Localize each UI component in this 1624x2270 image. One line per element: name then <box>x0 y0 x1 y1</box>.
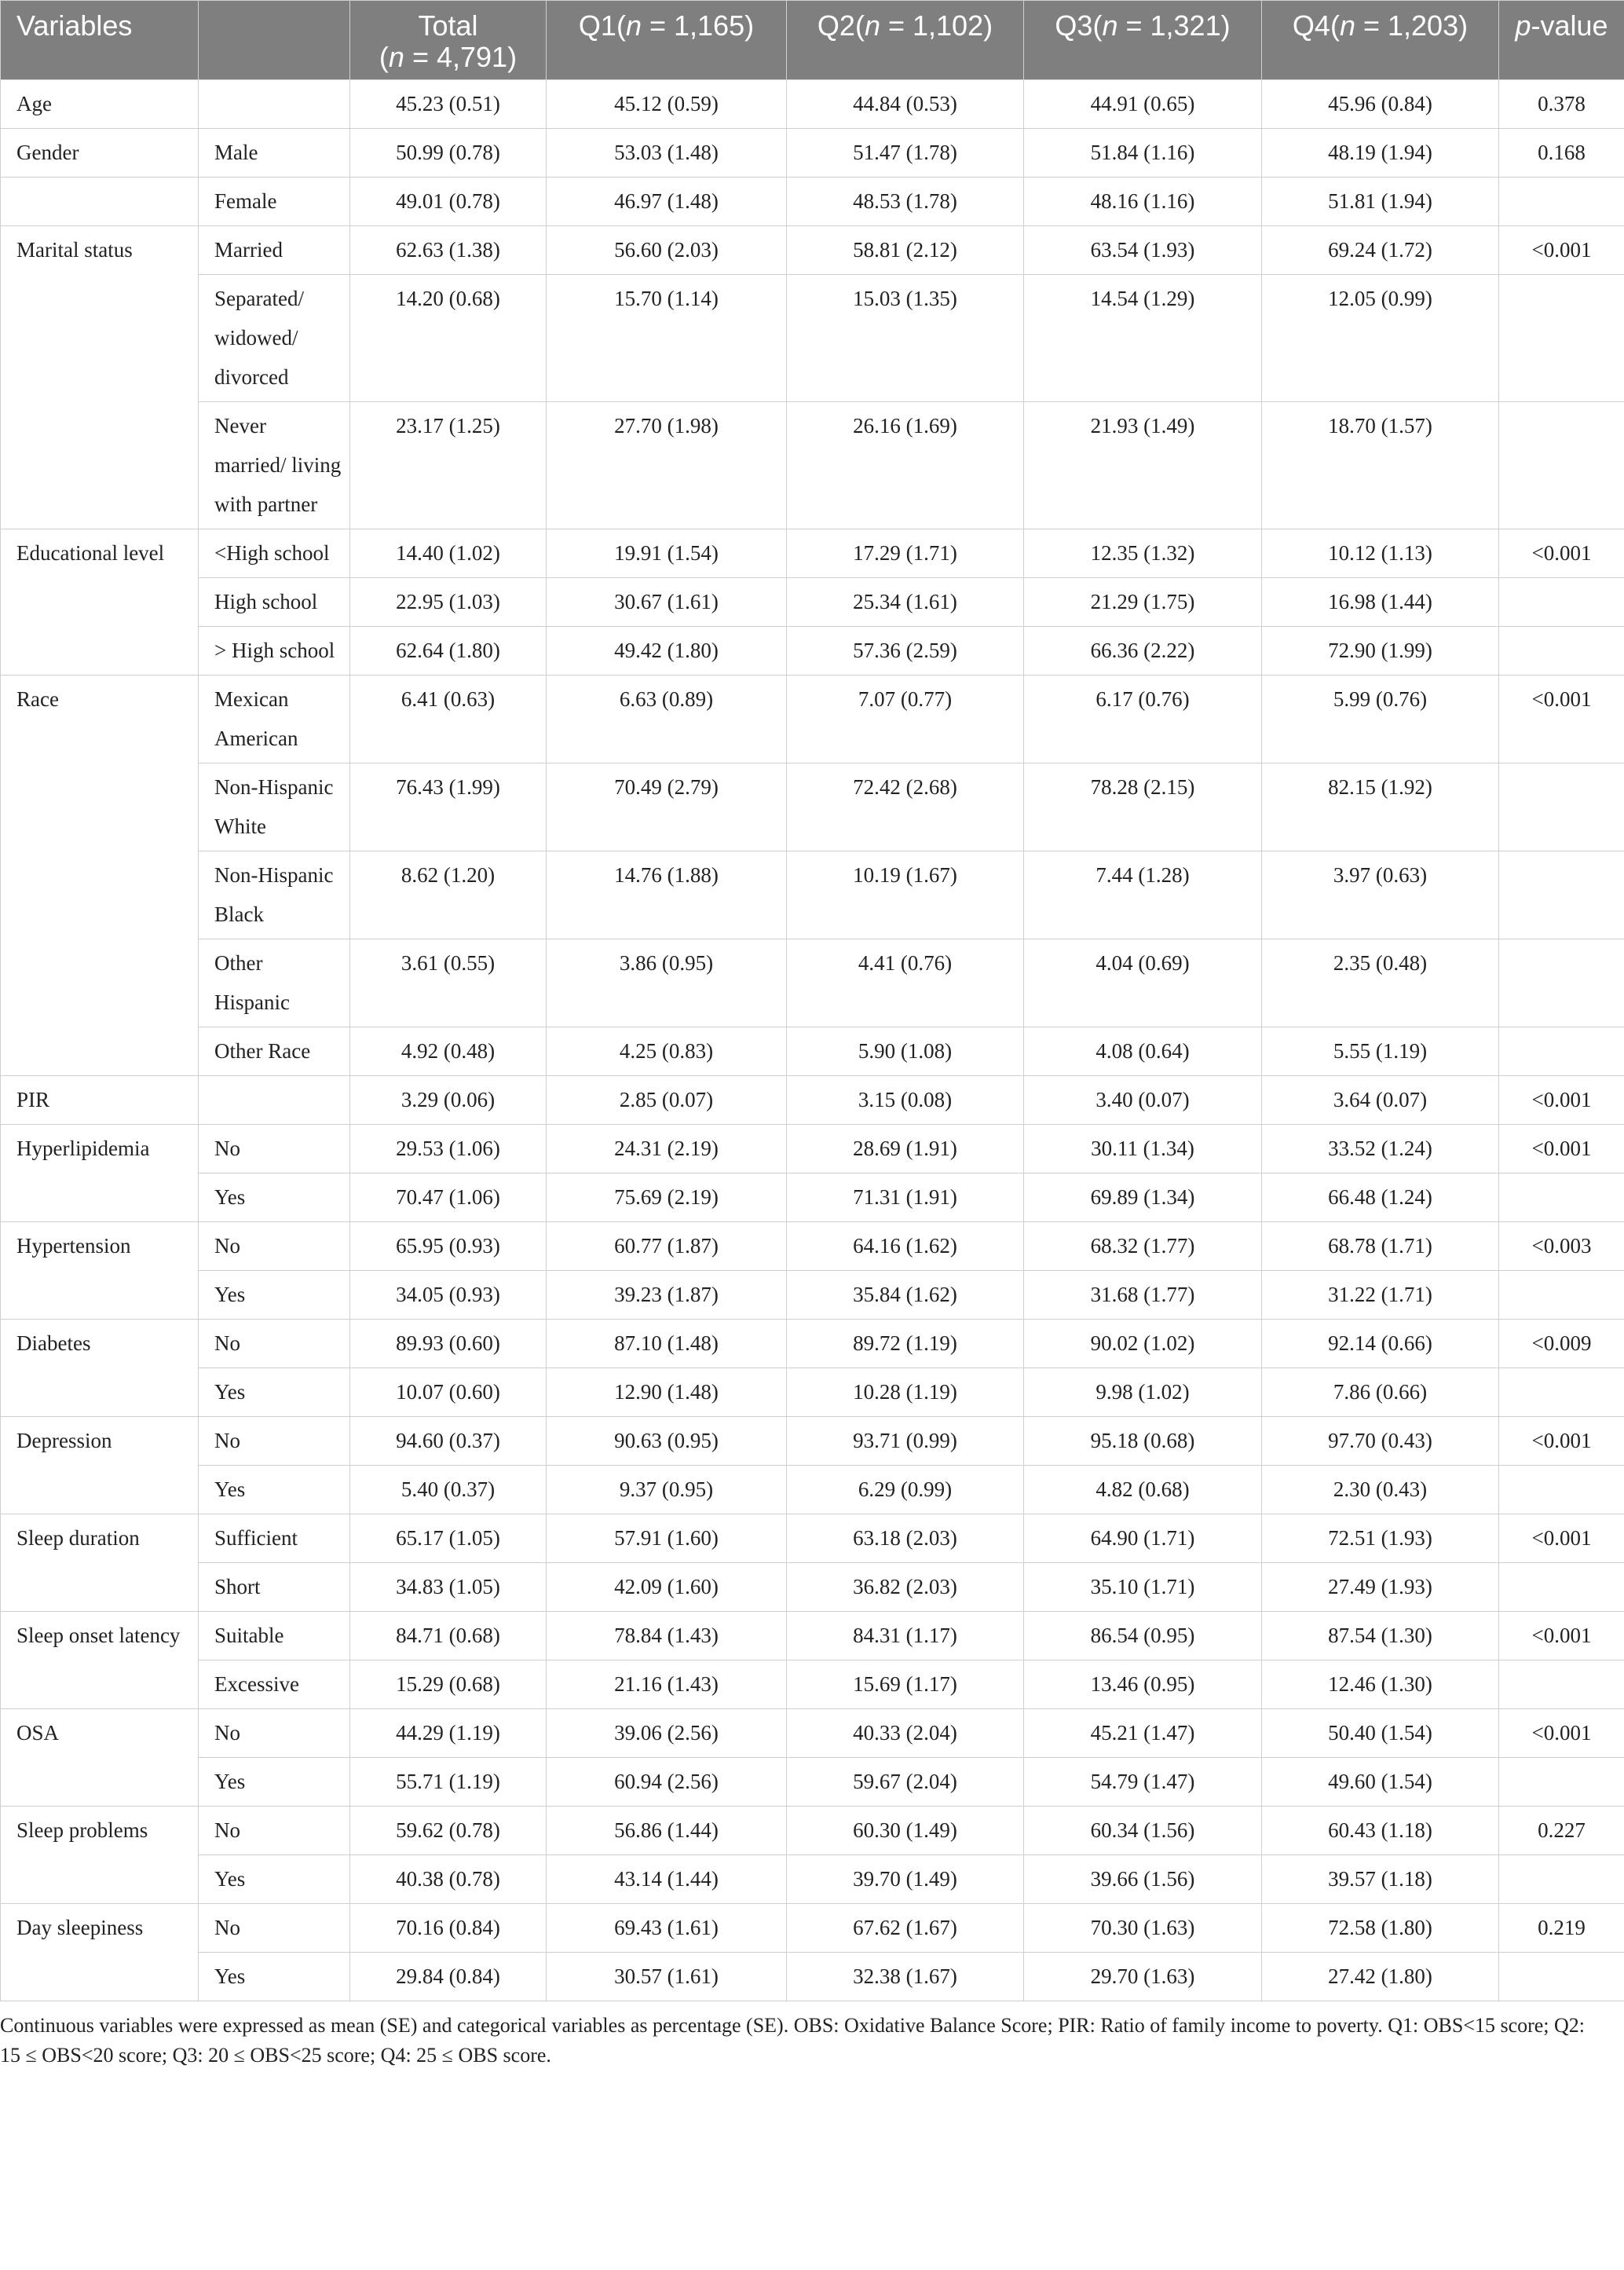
cell-q3: 69.89 (1.34) <box>1024 1173 1262 1222</box>
row-variable: Sleep onset latency <box>1 1612 199 1709</box>
cell-total: 6.41 (0.63) <box>350 676 547 763</box>
cell-q2: 93.71 (0.99) <box>787 1417 1024 1466</box>
cell-q4: 68.78 (1.71) <box>1262 1222 1499 1271</box>
cell-q2: 10.19 (1.67) <box>787 851 1024 939</box>
cell-q1: 24.31 (2.19) <box>547 1125 787 1173</box>
cell-q3: 78.28 (2.15) <box>1024 763 1262 851</box>
cell-q2: 39.70 (1.49) <box>787 1855 1024 1904</box>
cell-total: 29.84 (0.84) <box>350 1953 547 2001</box>
table-row <box>1 763 1624 851</box>
cell-q3: 86.54 (0.95) <box>1024 1612 1262 1660</box>
cell-total: 10.07 (0.60) <box>350 1368 547 1417</box>
row-subgroup: Yes <box>199 1466 350 1514</box>
cell-q4: 49.60 (1.54) <box>1262 1758 1499 1807</box>
row-subgroup: Never married/ living with partner <box>199 402 350 529</box>
cell-total: 3.61 (0.55) <box>350 939 547 1027</box>
cell-q4: 82.15 (1.92) <box>1262 763 1499 851</box>
cell-q4: 2.35 (0.48) <box>1262 939 1499 1027</box>
cell-q3: 6.17 (0.76) <box>1024 676 1262 763</box>
cell-total: 59.62 (0.78) <box>350 1807 547 1855</box>
cell-q2: 32.38 (1.67) <box>787 1953 1024 2001</box>
cell-total: 62.63 (1.38) <box>350 226 547 275</box>
row-variable: Sleep problems <box>1 1807 199 1904</box>
cell-q1: 30.57 (1.61) <box>547 1953 787 2001</box>
cell-pvalue: <0.001 <box>1499 1125 1624 1173</box>
cell-q4: 72.51 (1.93) <box>1262 1514 1499 1563</box>
cell-total: 8.62 (1.20) <box>350 851 547 939</box>
row-subgroup: Yes <box>199 1758 350 1807</box>
cell-q1: 90.63 (0.95) <box>547 1417 787 1466</box>
table-row <box>1 627 1624 676</box>
cell-pvalue: 0.227 <box>1499 1807 1624 1855</box>
cell-q1: 56.60 (2.03) <box>547 226 787 275</box>
cell-q2: 7.07 (0.77) <box>787 676 1024 763</box>
cell-q1: 39.06 (2.56) <box>547 1709 787 1758</box>
row-subgroup: Yes <box>199 1271 350 1320</box>
row-subgroup: Yes <box>199 1855 350 1904</box>
table-row <box>1 129 1624 178</box>
cell-q3: 3.40 (0.07) <box>1024 1076 1262 1125</box>
cell-q4: 12.05 (0.99) <box>1262 275 1499 402</box>
cell-q2: 25.34 (1.61) <box>787 578 1024 627</box>
table-row <box>1 1173 1624 1222</box>
cell-q4: 3.97 (0.63) <box>1262 851 1499 939</box>
table-row <box>1 1514 1624 1563</box>
cell-q3: 4.82 (0.68) <box>1024 1466 1262 1514</box>
row-subgroup: No <box>199 1904 350 1953</box>
cell-q1: 75.69 (2.19) <box>547 1173 787 1222</box>
row-subgroup: Suitable <box>199 1612 350 1660</box>
cell-total: 34.05 (0.93) <box>350 1271 547 1320</box>
cell-q2: 15.69 (1.17) <box>787 1660 1024 1709</box>
table-row <box>1 402 1624 529</box>
cell-pvalue: <0.001 <box>1499 529 1624 578</box>
table-row <box>1 851 1624 939</box>
row-variable: Marital status <box>1 226 199 529</box>
cell-q4: 16.98 (1.44) <box>1262 578 1499 627</box>
cell-pvalue <box>1499 939 1624 1027</box>
cell-total: 55.71 (1.19) <box>350 1758 547 1807</box>
cell-q3: 21.29 (1.75) <box>1024 578 1262 627</box>
table-row <box>1 1904 1624 1953</box>
cell-total: 40.38 (0.78) <box>350 1855 547 1904</box>
cell-q3: 44.91 (0.65) <box>1024 80 1262 129</box>
cell-q3: 4.08 (0.64) <box>1024 1027 1262 1076</box>
cell-q2: 36.82 (2.03) <box>787 1563 1024 1612</box>
row-variable: Hyperlipidemia <box>1 1125 199 1222</box>
row-subgroup: Yes <box>199 1173 350 1222</box>
cell-total: 76.43 (1.99) <box>350 763 547 851</box>
cell-q1: 60.77 (1.87) <box>547 1222 787 1271</box>
row-subgroup: No <box>199 1222 350 1271</box>
header-total <box>350 1 547 80</box>
cell-q1: 2.85 (0.07) <box>547 1076 787 1125</box>
cell-total: 45.23 (0.51) <box>350 80 547 129</box>
row-variable: PIR <box>1 1076 199 1125</box>
cell-q1: 78.84 (1.43) <box>547 1612 787 1660</box>
row-variable: Educational level <box>1 529 199 676</box>
cell-q4: 10.12 (1.13) <box>1262 529 1499 578</box>
cell-total: 70.47 (1.06) <box>350 1173 547 1222</box>
cell-pvalue <box>1499 1855 1624 1904</box>
cell-q1: 3.86 (0.95) <box>547 939 787 1027</box>
cell-pvalue <box>1499 627 1624 676</box>
cell-q3: 7.44 (1.28) <box>1024 851 1262 939</box>
cell-q1: 49.42 (1.80) <box>547 627 787 676</box>
cell-q1: 87.10 (1.48) <box>547 1320 787 1368</box>
cell-q1: 39.23 (1.87) <box>547 1271 787 1320</box>
table-row <box>1 1222 1624 1271</box>
header-q2: Q2(n = 1,102) <box>787 1 1024 80</box>
cell-pvalue <box>1499 1660 1624 1709</box>
row-variable: Race <box>1 676 199 1076</box>
cell-q2: 48.53 (1.78) <box>787 178 1024 226</box>
cell-q1: 69.43 (1.61) <box>547 1904 787 1953</box>
cell-q4: 27.42 (1.80) <box>1262 1953 1499 2001</box>
cell-total: 70.16 (0.84) <box>350 1904 547 1953</box>
header-q1: Q1(n = 1,165) <box>547 1 787 80</box>
row-subgroup: Non-Hispanic Black <box>199 851 350 939</box>
cell-q4: 5.99 (0.76) <box>1262 676 1499 763</box>
cell-pvalue <box>1499 763 1624 851</box>
cell-q3: 45.21 (1.47) <box>1024 1709 1262 1758</box>
row-variable: Hypertension <box>1 1222 199 1320</box>
cell-total: 49.01 (0.78) <box>350 178 547 226</box>
header-subgroup <box>199 1 350 80</box>
cell-pvalue: <0.001 <box>1499 1417 1624 1466</box>
cell-q4: 66.48 (1.24) <box>1262 1173 1499 1222</box>
cell-q1: 42.09 (1.60) <box>547 1563 787 1612</box>
cell-q4: 48.19 (1.94) <box>1262 129 1499 178</box>
cell-q2: 89.72 (1.19) <box>787 1320 1024 1368</box>
cell-pvalue: 0.168 <box>1499 129 1624 178</box>
table-row <box>1 1271 1624 1320</box>
cell-total: 14.20 (0.68) <box>350 275 547 402</box>
cell-q3: 51.84 (1.16) <box>1024 129 1262 178</box>
cell-pvalue <box>1499 178 1624 226</box>
cell-pvalue: <0.001 <box>1499 1612 1624 1660</box>
cell-pvalue <box>1499 1758 1624 1807</box>
table-row <box>1 529 1624 578</box>
table-row <box>1 1563 1624 1612</box>
row-subgroup: No <box>199 1320 350 1368</box>
cell-q1: 9.37 (0.95) <box>547 1466 787 1514</box>
cell-q4: 60.43 (1.18) <box>1262 1807 1499 1855</box>
cell-q4: 33.52 (1.24) <box>1262 1125 1499 1173</box>
cell-q1: 60.94 (2.56) <box>547 1758 787 1807</box>
cell-q3: 35.10 (1.71) <box>1024 1563 1262 1612</box>
table-row <box>1 1758 1624 1807</box>
cell-q4: 2.30 (0.43) <box>1262 1466 1499 1514</box>
row-subgroup: No <box>199 1125 350 1173</box>
cell-q3: 4.04 (0.69) <box>1024 939 1262 1027</box>
cell-q4: 31.22 (1.71) <box>1262 1271 1499 1320</box>
cell-q2: 26.16 (1.69) <box>787 402 1024 529</box>
cell-total: 94.60 (0.37) <box>350 1417 547 1466</box>
cell-total: 3.29 (0.06) <box>350 1076 547 1125</box>
cell-pvalue: <0.001 <box>1499 226 1624 275</box>
cell-total: 44.29 (1.19) <box>350 1709 547 1758</box>
cell-q1: 43.14 (1.44) <box>547 1855 787 1904</box>
row-subgroup: Excessive <box>199 1660 350 1709</box>
cell-q1: 45.12 (0.59) <box>547 80 787 129</box>
cell-q1: 70.49 (2.79) <box>547 763 787 851</box>
cell-q3: 12.35 (1.32) <box>1024 529 1262 578</box>
table-row <box>1 1368 1624 1417</box>
table-row <box>1 1660 1624 1709</box>
cell-q4: 87.54 (1.30) <box>1262 1612 1499 1660</box>
table-row <box>1 1953 1624 2001</box>
cell-pvalue: <0.009 <box>1499 1320 1624 1368</box>
cell-q2: 60.30 (1.49) <box>787 1807 1024 1855</box>
cell-q3: 68.32 (1.77) <box>1024 1222 1262 1271</box>
cell-q2: 10.28 (1.19) <box>787 1368 1024 1417</box>
cell-q3: 21.93 (1.49) <box>1024 402 1262 529</box>
cell-q1: 12.90 (1.48) <box>547 1368 787 1417</box>
row-subgroup: No <box>199 1807 350 1855</box>
row-subgroup: > High school <box>199 627 350 676</box>
header-total-label: Total <box>418 9 478 42</box>
cell-q2: 15.03 (1.35) <box>787 275 1024 402</box>
row-variable: Age <box>1 80 199 129</box>
table-row <box>1 1709 1624 1758</box>
cell-pvalue: 0.219 <box>1499 1904 1624 1953</box>
cell-q2: 64.16 (1.62) <box>787 1222 1024 1271</box>
row-subgroup: Other Hispanic <box>199 939 350 1027</box>
cell-pvalue <box>1499 578 1624 627</box>
row-subgroup: Mexican American <box>199 676 350 763</box>
cell-pvalue <box>1499 402 1624 529</box>
cell-q3: 39.66 (1.56) <box>1024 1855 1262 1904</box>
cell-total: 62.64 (1.80) <box>350 627 547 676</box>
cell-q4: 51.81 (1.94) <box>1262 178 1499 226</box>
cell-q3: 90.02 (1.02) <box>1024 1320 1262 1368</box>
row-subgroup: Male <box>199 129 350 178</box>
table-row <box>1 939 1624 1027</box>
cell-q2: 4.41 (0.76) <box>787 939 1024 1027</box>
cell-q2: 59.67 (2.04) <box>787 1758 1024 1807</box>
cell-q3: 14.54 (1.29) <box>1024 275 1262 402</box>
cell-pvalue: <0.003 <box>1499 1222 1624 1271</box>
table-row <box>1 578 1624 627</box>
cell-q4: 69.24 (1.72) <box>1262 226 1499 275</box>
cell-q3: 66.36 (2.22) <box>1024 627 1262 676</box>
cell-pvalue <box>1499 851 1624 939</box>
cell-q2: 51.47 (1.78) <box>787 129 1024 178</box>
cell-pvalue: 0.378 <box>1499 80 1624 129</box>
cell-q1: 27.70 (1.98) <box>547 402 787 529</box>
cell-q4: 72.90 (1.99) <box>1262 627 1499 676</box>
row-variable: Gender <box>1 129 199 178</box>
table-footnote: Continuous variables were expressed as mean (SE) and categorical variables as percentage (SE). OBS: Oxidative Balance Score; PIR: Ratio of family income to poverty. Q1: OBS<15 score; Q2: 15 ≤ OBS<20 score; Q3: 20 ≤ OBS<25 score; Q4: 25 ≤ OBS score. <box>0 2014 1586 2067</box>
row-subgroup: <High school <box>199 529 350 578</box>
cell-q2: 35.84 (1.62) <box>787 1271 1024 1320</box>
cell-q3: 48.16 (1.16) <box>1024 178 1262 226</box>
cell-q4: 97.70 (0.43) <box>1262 1417 1499 1466</box>
row-subgroup: Sufficient <box>199 1514 350 1563</box>
cell-total: 65.17 (1.05) <box>350 1514 547 1563</box>
cell-q1: 4.25 (0.83) <box>547 1027 787 1076</box>
cell-q3: 63.54 (1.93) <box>1024 226 1262 275</box>
cell-total: 50.99 (0.78) <box>350 129 547 178</box>
row-subgroup: High school <box>199 578 350 627</box>
cell-total: 84.71 (0.68) <box>350 1612 547 1660</box>
table-row <box>1 1807 1624 1855</box>
cell-q1: 6.63 (0.89) <box>547 676 787 763</box>
cell-q1: 56.86 (1.44) <box>547 1807 787 1855</box>
cell-q4: 3.64 (0.07) <box>1262 1076 1499 1125</box>
cell-pvalue <box>1499 1466 1624 1514</box>
header-q4: Q4(n = 1,203) <box>1262 1 1499 80</box>
table-row <box>1 1855 1624 1904</box>
table-row <box>1 1027 1624 1076</box>
cell-q3: 31.68 (1.77) <box>1024 1271 1262 1320</box>
cell-total: 23.17 (1.25) <box>350 402 547 529</box>
row-subgroup <box>199 1076 350 1125</box>
header-variables: Variables <box>1 1 199 80</box>
cell-q2: 44.84 (0.53) <box>787 80 1024 129</box>
row-variable: Day sleepiness <box>1 1904 199 2001</box>
cell-total: 4.92 (0.48) <box>350 1027 547 1076</box>
cell-q4: 12.46 (1.30) <box>1262 1660 1499 1709</box>
table-row <box>1 1125 1624 1173</box>
cell-q2: 28.69 (1.91) <box>787 1125 1024 1173</box>
cell-q1: 46.97 (1.48) <box>547 178 787 226</box>
cell-q3: 30.11 (1.34) <box>1024 1125 1262 1173</box>
table-row <box>1 178 1624 226</box>
cell-total: 5.40 (0.37) <box>350 1466 547 1514</box>
row-subgroup <box>199 80 350 129</box>
cell-q2: 63.18 (2.03) <box>787 1514 1024 1563</box>
cell-q3: 95.18 (0.68) <box>1024 1417 1262 1466</box>
cell-q4: 72.58 (1.80) <box>1262 1904 1499 1953</box>
cell-q3: 60.34 (1.56) <box>1024 1807 1262 1855</box>
cell-q3: 64.90 (1.71) <box>1024 1514 1262 1563</box>
cell-q2: 72.42 (2.68) <box>787 763 1024 851</box>
row-variable: Depression <box>1 1417 199 1514</box>
header-pvalue: p-value <box>1499 1 1624 80</box>
cell-q3: 13.46 (0.95) <box>1024 1660 1262 1709</box>
row-subgroup: Yes <box>199 1953 350 2001</box>
cell-q1: 57.91 (1.60) <box>547 1514 787 1563</box>
row-variable: OSA <box>1 1709 199 1807</box>
cell-q1: 14.76 (1.88) <box>547 851 787 939</box>
cell-pvalue <box>1499 1953 1624 2001</box>
cell-q2: 6.29 (0.99) <box>787 1466 1024 1514</box>
cell-q3: 54.79 (1.47) <box>1024 1758 1262 1807</box>
cell-q4: 92.14 (0.66) <box>1262 1320 1499 1368</box>
cell-q2: 84.31 (1.17) <box>787 1612 1024 1660</box>
row-subgroup: Married <box>199 226 350 275</box>
table-row <box>1 1466 1624 1514</box>
cell-total: 22.95 (1.03) <box>350 578 547 627</box>
cell-pvalue <box>1499 1027 1624 1076</box>
cell-q4: 45.96 (0.84) <box>1262 80 1499 129</box>
cell-q2: 3.15 (0.08) <box>787 1076 1024 1125</box>
cell-q2: 57.36 (2.59) <box>787 627 1024 676</box>
cell-q4: 39.57 (1.18) <box>1262 1855 1499 1904</box>
cell-q4: 50.40 (1.54) <box>1262 1709 1499 1758</box>
cell-pvalue <box>1499 275 1624 402</box>
cell-q2: 5.90 (1.08) <box>787 1027 1024 1076</box>
table-row <box>1 1320 1624 1368</box>
cell-q4: 27.49 (1.93) <box>1262 1563 1499 1612</box>
cell-q3: 9.98 (1.02) <box>1024 1368 1262 1417</box>
cell-pvalue: <0.001 <box>1499 1514 1624 1563</box>
cell-q1: 19.91 (1.54) <box>547 529 787 578</box>
cell-pvalue <box>1499 1271 1624 1320</box>
row-subgroup: Yes <box>199 1368 350 1417</box>
cell-q1: 21.16 (1.43) <box>547 1660 787 1709</box>
cell-pvalue: <0.001 <box>1499 1709 1624 1758</box>
cell-total: 34.83 (1.05) <box>350 1563 547 1612</box>
row-variable: Sleep duration <box>1 1514 199 1612</box>
table-row <box>1 1076 1624 1125</box>
cell-q2: 58.81 (2.12) <box>787 226 1024 275</box>
cell-total: 89.93 (0.60) <box>350 1320 547 1368</box>
table-row <box>1 1417 1624 1466</box>
row-variable <box>1 178 199 226</box>
cell-q2: 71.31 (1.91) <box>787 1173 1024 1222</box>
row-subgroup: No <box>199 1417 350 1466</box>
header-row <box>1 1 1624 80</box>
row-subgroup: Separated/ widowed/ divorced <box>199 275 350 402</box>
cell-total: 14.40 (1.02) <box>350 529 547 578</box>
header-q3: Q3(n = 1,321) <box>1024 1 1262 80</box>
row-subgroup: Female <box>199 178 350 226</box>
table-body <box>1 80 1624 2001</box>
cell-pvalue: <0.001 <box>1499 1076 1624 1125</box>
cell-pvalue <box>1499 1368 1624 1417</box>
cell-q2: 40.33 (2.04) <box>787 1709 1024 1758</box>
table-row <box>1 80 1624 129</box>
cell-total: 29.53 (1.06) <box>350 1125 547 1173</box>
cell-q1: 53.03 (1.48) <box>547 129 787 178</box>
cell-pvalue <box>1499 1563 1624 1612</box>
row-subgroup: Other Race <box>199 1027 350 1076</box>
cell-q4: 7.86 (0.66) <box>1262 1368 1499 1417</box>
cell-q3: 70.30 (1.63) <box>1024 1904 1262 1953</box>
row-variable: Diabetes <box>1 1320 199 1417</box>
cell-q1: 30.67 (1.61) <box>547 578 787 627</box>
header-total-n: (n = 4,791) <box>379 41 518 73</box>
table-row <box>1 676 1624 763</box>
cell-q3: 29.70 (1.63) <box>1024 1953 1262 2001</box>
cell-total: 15.29 (0.68) <box>350 1660 547 1709</box>
cell-q1: 15.70 (1.14) <box>547 275 787 402</box>
table-row <box>1 1612 1624 1660</box>
cell-q2: 17.29 (1.71) <box>787 529 1024 578</box>
table-row <box>1 275 1624 402</box>
cell-q4: 5.55 (1.19) <box>1262 1027 1499 1076</box>
cell-pvalue <box>1499 1173 1624 1222</box>
cell-pvalue: <0.001 <box>1499 676 1624 763</box>
cell-q2: 67.62 (1.67) <box>787 1904 1024 1953</box>
row-subgroup: Non-Hispanic White <box>199 763 350 851</box>
cell-total: 65.95 (0.93) <box>350 1222 547 1271</box>
row-subgroup: Short <box>199 1563 350 1612</box>
table-row <box>1 226 1624 275</box>
row-subgroup: No <box>199 1709 350 1758</box>
cell-q4: 18.70 (1.57) <box>1262 402 1499 529</box>
